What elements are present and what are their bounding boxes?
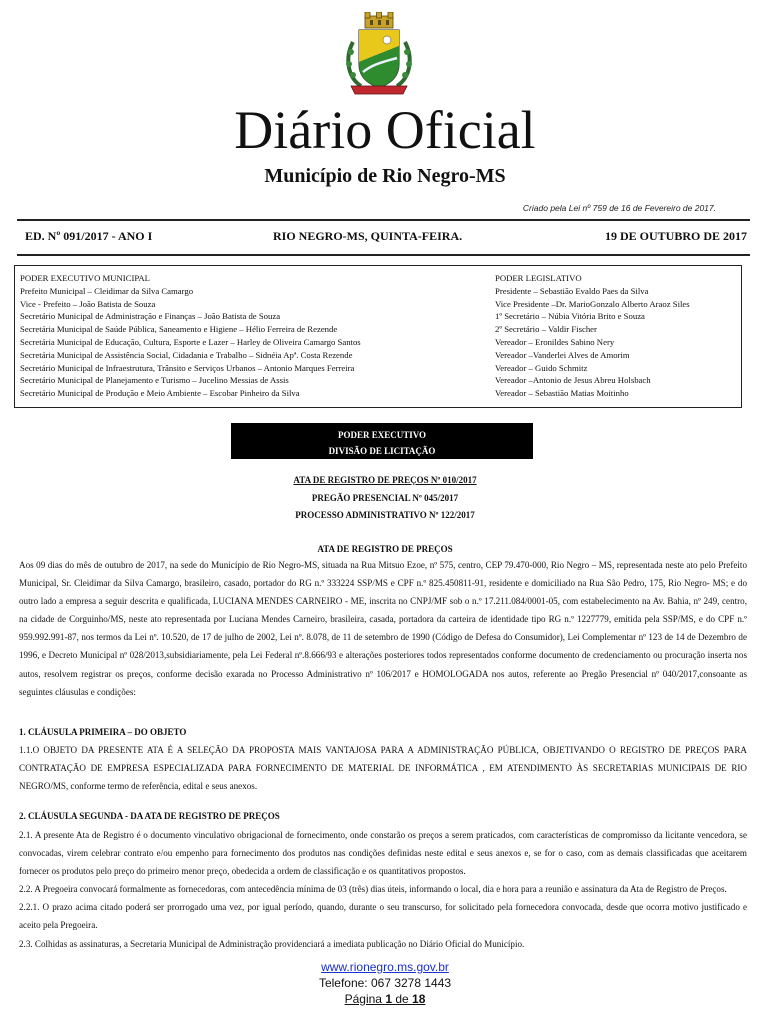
legislative-officials-list	[495, 272, 740, 400]
official-line: Vereador – Sebastião Matias Moitinho	[495, 388, 629, 399]
legislative-heading: PODER LEGISLATIVO	[495, 273, 582, 283]
page-prefix: Página	[344, 992, 386, 1006]
clause-item: 2.1. A presente Ata de Registro é o documento vinculativo obrigacional de fornecimento, onde constarão os preços a serem praticados, com características de compromisso da licitante vencedora, se convocadas, virem celebrar contrato e/ou empenho para fornecimento dos produtos nas condições definidas neste edital e seus anexos e, se for o caso, com as demais classificadas que aceitarem fornecer os produtos pelo preço do primeiro menor preço, obedecida a ordem de classificação e os quantitativos propostos.	[19, 830, 747, 877]
official-line: Vice - Prefeito – João Batista de Souza	[20, 298, 156, 309]
official-line: Vereador – Guido Schmitz	[495, 362, 588, 373]
clause1-text: 1.1.O OBJETO DA PRESENTE ATA É A SELEÇÃO DA PROPOSTA MAIS VANTAJOSA PARA A ADMINISTRAÇÃO PÚBLICA, OBJETIVANDO O REGISTRO DE PREÇOS PARA CONTRATAÇÃO DE EMPRESA ESPECIALIZADA PARA FORNECIMENTO DE MATERIAL DE INFORMÁTICA , EM ATENDIMENTO ÀS SECRETARIAS MUNICIPAIS DE RIO NEGRO/MS, conforme termo de referência, edital e seus anexos.	[19, 745, 747, 792]
municipality-subtitle: Município de Rio Negro-MS	[264, 165, 506, 187]
official-line: Prefeito Municipal – Cleidimar da Silva Camargo	[20, 285, 194, 296]
municipal-coat-of-arms-icon	[343, 12, 415, 98]
page-total: 18	[412, 992, 426, 1006]
official-line: Secretário Municipal de Infraestrutura, Trânsito e Serviços Urbanos – Antonio Marques Ferreira	[20, 362, 355, 373]
clause1-title: 1. CLÁUSULA PRIMEIRA – DO OBJETO	[19, 727, 187, 737]
clause-item: 2.2.1. O prazo acima citado poderá ser prorrogado uma vez, por igual período, quando, durante o seu transcurso, for solicitado pela fornecedora convocada, desde que ocorra motivo justificado e aceito pela Pregoeira.	[19, 902, 747, 931]
official-line: Secretária Municipal de Educação, Cultura, Esporte e Lazer – Harley de Oliveira Camargo Santos	[20, 336, 361, 347]
officials-box	[14, 265, 742, 408]
edition-number: ED. Nº 091/2017 - ANO I	[25, 229, 153, 243]
ata-section-heading: ATA DE REGISTRO DE PREÇOS	[317, 544, 453, 554]
clause2-title: 2. CLÁUSULA SEGUNDA - DA ATA DE REGISTRO DE PREÇOS	[19, 811, 280, 821]
section-banner-line1: PODER EXECUTIVO	[337, 430, 427, 440]
bottom-divider	[17, 254, 750, 256]
official-line: Vice Presidente –Dr. MarioGonzalo Alberto Araoz Siles	[495, 298, 690, 309]
page-footer	[0, 959, 770, 1007]
official-line: Secretária Municipal de Assistência Social, Cidadania e Trabalho – Sidnéia Apª. Costa Rezende	[20, 349, 353, 360]
website-link[interactable]: www.rionegro.ms.gov.br	[321, 960, 449, 974]
gazette-title: Diário Oficial	[234, 100, 536, 160]
ata-number-heading: ATA DE REGISTRO DE PREÇOS Nº 010/2017	[293, 475, 477, 485]
official-line: 2º Secretário – Valdir Fischer	[495, 324, 597, 335]
official-line: Vereador –Vanderlei Alves de Amorim	[495, 349, 630, 360]
official-line: Secretária Municipal de Saúde Pública, Saneamento e Higiene – Hélio Ferreira de Rezende	[20, 324, 338, 335]
edition-date: 19 DE OUTUBRO DE 2017	[604, 229, 747, 243]
footer-phone: Telefone: 067 3278 1443	[318, 976, 452, 990]
creation-law-note: Criado pela Lei nº 759 de 16 de Fevereiro de 2017.	[522, 203, 716, 213]
pregao-heading: PREGÃO PRESENCIAL Nº 045/2017	[311, 493, 459, 503]
executive-heading: PODER EXECUTIVO MUNICIPAL	[20, 273, 150, 283]
official-line: Secretário Municipal de Produção e Meio Ambiente – Escobar Pinheiro da Silva	[20, 388, 300, 399]
section-banner	[231, 423, 533, 459]
official-line: Presidente – Sebastião Evaldo Paes da Silva	[495, 285, 649, 296]
top-divider	[17, 219, 750, 221]
clause-item: 2.3. Colhidas as assinaturas, a Secretaria Municipal de Administração providenciará a imediata publicação no Diário Oficial do Município.	[19, 938, 525, 949]
page-current: 1	[385, 992, 392, 1006]
page-indicator	[0, 991, 770, 1007]
executive-officials-list	[20, 272, 490, 400]
edition-place-day: RIO NEGRO-MS, QUINTA-FEIRA.	[273, 229, 463, 243]
process-heading: PROCESSO ADMINISTRATIVO Nº 122/2017	[295, 510, 475, 520]
official-line: Secretário Municipal de Administração e Finanças – João Batista de Souza	[20, 311, 281, 322]
section-banner-line2: DIVISÃO DE LICITAÇÃO	[328, 446, 436, 456]
clause2-text	[19, 826, 747, 953]
clause-item: 2.2. A Pregoeira convocará formalmente as fornecedoras, com antecedência mínima de 03 (três) dias úteis, informando o local, dia e hora para a reunião e assinatura da Ata de Registro de Preços.	[19, 884, 727, 895]
page-separator: de	[392, 992, 413, 1006]
official-line: Secretário Municipal de Planejamento e Turismo – Jucelino Messias de Assis	[20, 375, 289, 386]
official-line: Vereador – Eronildes Sabino Nery	[495, 336, 615, 347]
official-line: Vereador –Antonio de Jesus Abreu Holsbach	[495, 375, 651, 386]
official-line: 1º Secretário – Núbia Vitória Brito e Souza	[495, 311, 645, 322]
ata-intro-paragraph: Aos 09 dias do mês de outubro de 2017, na sede do Município de Rio Negro-MS, situada na Rua Mitsuo Ezoe, nº 575, centro, CEP 79.470-000, Rio Negro – MS, representada neste ato pelo Prefeito Municipal, Sr. Cleidimar da Silva Camargo, brasileiro, casado, portador do RG n.º 333224 SSP/MS e CPF n.º 825.450811-91, residente e domiciliado na Rua São Pedro, 175, Rio Negro- MS; e do outro lado a empresa a seguir descrita e qualificada, LUCIANA MENDES CARNEIRO - ME, inscrita no CNPJ/MF sob o n.º 17.211.084/0001-05, com estabelecimento na Av. Bahia, nº 249, centro, na cidade de Corguinho/MS, neste ato representada por Luciana Mendes Carneiro, brasileira, casada, portadora da carteira de identidade tipo RG n.º 1227779, emitida pela SSP/MS, e do CPF n.º 959.992.991-87, nos termos da Lei nº. 10.520, de 17 de julho de 2002, Lei nº. 8.078, de 11 de setembro de 1990 (Código de Defesa do Consumidor), Lei Complementar nº 123 de 14 de Dezembro de 1996, e Decreto Municipal nº 028/2013,subsidiariamente, pela Lei Federal nº.8.666/93 e alterações posteriores todos representados conforme documento de credenciamento ou procuração inserta nos autos, resolvem registrar os preços, conforme decisão exarada no Processo Administrativo nº 106/2017 e HOMOLOGADA nos autos, referente ao Pregão Presencial nº 040/2017,consoante as seguintes cláusulas e condições:	[19, 560, 747, 697]
